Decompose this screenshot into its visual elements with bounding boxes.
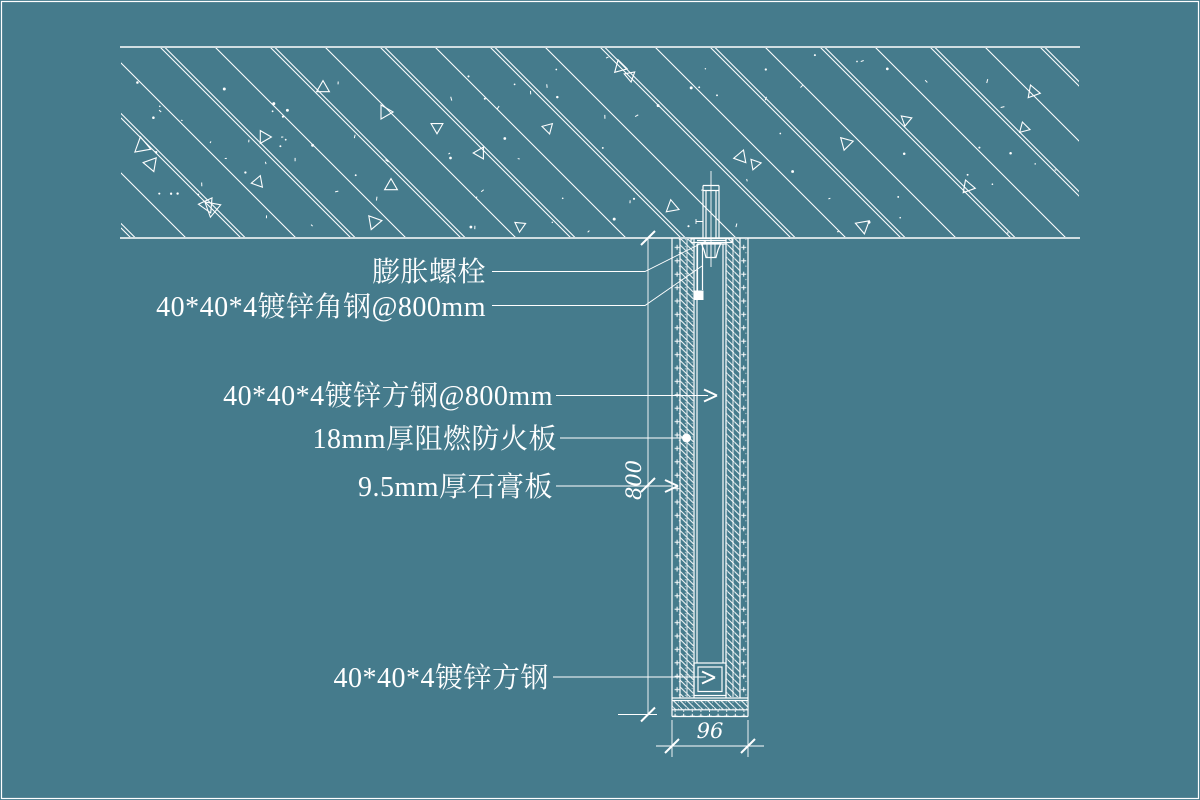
gypsum-board-left: [673, 239, 680, 697]
square-steel-stud: [697, 244, 723, 663]
label-fire-board: 18mm厚阻燃防火板: [312, 424, 557, 455]
concrete-hatch: [0, 47, 1200, 238]
dimension-vertical: [618, 231, 657, 722]
leader-dot-fire-board: [682, 434, 691, 443]
dimension-wall-thickness-text: 96: [696, 719, 724, 743]
wall-section: [672, 238, 748, 717]
labels: [156, 256, 557, 694]
label-angle-steel: 40*40*4镀锌角钢@800mm: [156, 292, 486, 323]
dimension-spacing-text: 800: [622, 459, 646, 501]
wall-bottom-boards: [672, 698, 748, 717]
gypsum-board-right: [740, 239, 747, 697]
dimension-horizontal: [656, 719, 764, 757]
arrowhead-square-steel-bottom: [702, 672, 715, 684]
anchor-nut: [701, 243, 721, 258]
label-square-steel-stud: 40*40*4镀锌方钢@800mm: [223, 381, 553, 412]
angle-steel-foot: [694, 291, 704, 301]
label-expansion-bolt: 膨胀螺栓: [371, 257, 486, 288]
concrete-slab: [0, 47, 1200, 238]
drawing-frame: [2, 2, 1199, 799]
angle-steel: [694, 244, 704, 300]
label-gypsum-board: 9.5mm厚石膏板: [357, 472, 553, 503]
label-square-steel-bottom: 40*40*4镀锌方钢: [333, 663, 549, 694]
